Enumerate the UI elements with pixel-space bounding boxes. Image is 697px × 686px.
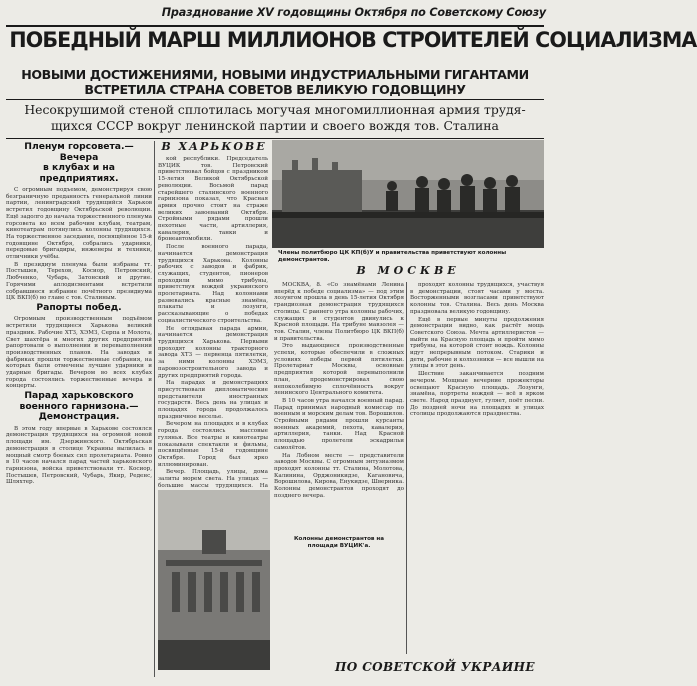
- paragraph: Вечер. Площадь, улицы, дома залиты морем света. На улицах — большие массы трудящихся. На: [158, 469, 268, 489]
- paragraph: Вечером на площадях и в клубах города состоялись массовые гулянья. Все театры и кинотеатры показывали спектакли и фильмы, посвящённые 15-й годовщине Октября. Город был ярко иллюминирован.: [158, 421, 268, 468]
- mid-rule: [6, 99, 544, 100]
- subheadline-2: ВСТРЕТИЛА СТРАНА СОВЕТОВ ВЕЛИКУЮ ГОДОВЩИНУ: [84, 82, 466, 97]
- photo-caption-top: Члены политбюро ЦК КП(б)У и правительства приветствуют колонны демонстрантов.: [278, 250, 507, 263]
- paragraph: После военного парада, начинается демонстрация трудящихся Харькова. Колонны рабочих с заводов и фабрик, служащих, студентов, пионеров проходили мимо трибуны, приветствуя вождей украинского пролетариата. Над колоннами развевались красные знамёна, плакаты и лозунги, рассказывающие о победах социалистического строительства.: [158, 244, 268, 324]
- paragraph: В этом году впервые в Харькове состоялся демонстрация трудящихся на огромной новой площади им. Дзержинского. Октябрьская демонстрация в столице Украины вылилась в мощный смотр боевых сил пролетариата. Ровно в 10 часов начался парад частей харьковского гарнизона, войска приветствовали тт. Косиор, Постышев, Петровский, Чубарь, Якир, Реденс, Шляхтер.: [6, 425, 152, 486]
- section-title-ukraine: ПО СОВЕТСКОЙ УКРАИНЕ: [335, 660, 535, 674]
- paragraph: МОСКВА, 8. «Со знамёнами Ленина вперёд к победе социализма» — под этим лозунгом прошла в день 15-летия Октября грандиозная демонстрация трудящихся столицы. С раннего утра колонны рабочих, служащих и студентов двинулись к Красной площади. На трибуне мавзолея — тов. Сталин, члены Политбюро ЦК ВКП(б) и правительства.: [274, 282, 404, 342]
- article-headline: Парад харьковского военного гарнизона.—Демонстрация.: [19, 390, 139, 423]
- subheadline-1: НОВЫМИ ДОСТИЖЕНИЯМИ, НОВЫМИ ИНДУСТРИАЛЬНЫМИ ГИГАНТАМИ: [21, 67, 529, 82]
- paragraph: кой республики. Председатель ВУЦИК тов. Петровский приветствовал бойцов с праздником 15-летия Великой Октябрьской революции. Восьмой парад старейшего сталинского военного гарнизона показал, что Красная армия прочно стоит на страже великих завоеваний Октября. Стройными рядами прошли пехотные части, артиллерия, кавалерия, танки и бронеавтомобили.: [158, 156, 268, 243]
- lead-paragraph: [6, 102, 544, 134]
- article-moscow-col-2: [410, 282, 544, 654]
- column-divider: [154, 141, 155, 677]
- article-headline: Рапорты побед.: [36, 301, 122, 313]
- paragraph: Не оглядывая парада армии, начинается демонстрация трудящихся Харькова. Первыми проходят колонны тракторного завода ХТЗ — первенца пятилетки, за ними колонны ХЭМЗ, паровозостроительного завода и других предприятий города.: [158, 325, 268, 379]
- paragraph: В 10 часов утра начался военный парад. Парад принимал народный комиссар по военным и морским делам тов. Ворошилов. Стройными рядами прошли курсанты военных академий, пехота, кавалерия, артиллерия, танки. Над Красной площадью пролетели эскадрильи самолётов.: [274, 397, 404, 451]
- paragraph: Огромным производственным подъёмом встретили трудящиеся Харькова великий праздник. Рабочие ХТЗ, ХЭМЗ, Серпа и Молота, Свет шахтёра и многих других предприятий рапортовали о выполнении и перевыполнении производственных планов. На заводах и фабриках прошли торжественные собрания, на которых были отмечены лучшие ударники и ударные бригады. Вечером во всех клубах города состоялись торжественные вечера и концерты.: [6, 316, 152, 390]
- lead-rule: [6, 138, 544, 139]
- kicker: Празднование XV годовщины Октября по Советскому Союзу: [161, 6, 546, 19]
- article-moscow-col-1: [274, 282, 404, 532]
- photo-vutsik-square: [158, 490, 270, 670]
- top-rule: [6, 25, 544, 27]
- photo-image: [158, 490, 270, 670]
- paragraph: Это выдающиеся производственные успехи, которые обеспечили в сложных условиях победы первой пятилетки. Пролетариат Москвы, основные предприятия которой перевыполнили план, продемонстрировал свою непоколебимую сплочённость вокруг ленинского Центрального комитета.: [274, 343, 404, 397]
- article-headline: Пленум горсовета.—Вечера в клубах и на предприятиях.: [24, 141, 134, 184]
- section-title-moscow: В МОСКВЕ: [356, 264, 460, 277]
- paragraph: Ещё в первые минуты продолжения демонстрации видно, как растёт мощь Советского Союза. Мечта артиллеристов — выйти на Красную площадь и пройти мимо трибуны, на которой стоит вождь. Колонны идут непрерывным потоком. Старики и дети, рабочие и колхозники — все вышли на улицы в этот день.: [410, 316, 544, 370]
- lead-line-2: щихся СССР вокруг ленинской партии и своего вождя тов. Сталина: [51, 118, 499, 133]
- article-column-1: [6, 141, 152, 677]
- paragraph: С огромным подъемом, демонстрируя свою безграничную преданность генеральной линии партии, ленинградский трудящийся Харьков встретил годовщину Октябрьской революции. Ещё задолго до начала торжественного пленума горсовета ко всем рабочим клубам, театрам, кинотеатрам потянулись колонны трудящихся. На торжественное заседание, посвящённое 15-й годовщине Октября, собрались ударники, передовые бригадиры, инженеры и техники, отличники учёбы.: [6, 187, 152, 261]
- main-headline: ПОБЕДНЫЙ МАРШ МИЛЛИОНОВ СТРОИТЕЛЕЙ СОЦИАЛИЗМА: [9, 28, 697, 52]
- paragraph: На Лобном месте — представители заводов Москвы. С огромным энтузиазмом проходят колонны тт. Сталина, Молотова, Калинина, Орджоникидзе, Кагановича, Ворошилова, Кирова, Енукидзе, Шверника. Колонны демонстрантов проходят до позднего вечера.: [274, 452, 404, 499]
- paragraph: На парадах и демонстрациях присутствовали дипломатические представители иностранных государств. Весь день на улицах и площадях города продолжалось праздничное веселье.: [158, 380, 268, 420]
- photo-leaders-tribune: [272, 140, 544, 248]
- section-title-kharkov: В ХАРЬКОВЕ: [161, 140, 267, 153]
- article-kharkov: [158, 156, 268, 489]
- paragraph: Шествие заканчивается поздним вечером. Мощные вечерние прожекторы освещают Красную площадь. Лозунги, знамёна, портреты вождей — всё в ярком свете. Народ празднует, гуляет, поёт песни. До поздней ночи на площадях и улицах столицы продолжаются празднества.: [410, 371, 544, 418]
- paragraph: проходят колонны трудящихся, участвуя в демонстрации, стоят часами у моста. Восторженными возгласами приветствуют колонны тов. Сталина. Весь день Москва праздновала великую годовщину.: [410, 282, 544, 315]
- paragraph: В президиум пленума были избраны тт. Постышев, Терехов, Косиор, Петровский, Любченко, Чубарь, Затонский и другие. Горячими аплодисментами встретили собравшиеся избрание почётного президиума ЦК ВКП(б) во главе с тов. Сталиным.: [6, 261, 152, 302]
- photo-image: [272, 140, 544, 248]
- photo-caption-bottom: Колонны демонстрантов на площади ВУЦИК'а.: [293, 536, 385, 549]
- lead-line-1: Несокрушимой стеной сплотилась могучая многомиллионная армия трудя-: [24, 102, 526, 117]
- column-divider: [406, 282, 407, 654]
